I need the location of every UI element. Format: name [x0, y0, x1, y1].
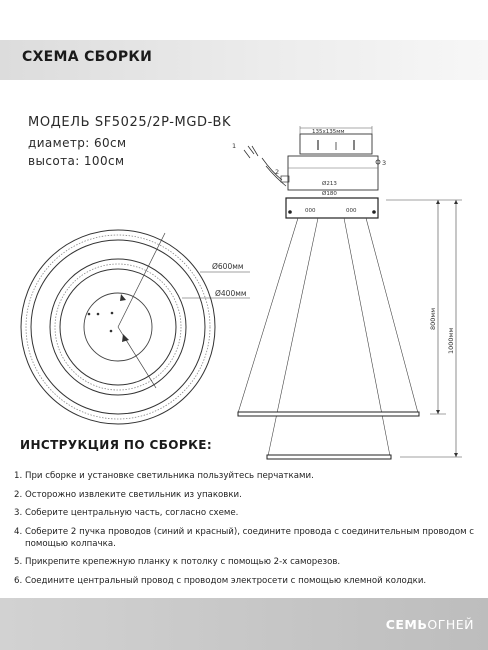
- inner-ring-side: [267, 455, 391, 459]
- step-text: Осторожно извлеките светильник из упаковки.: [25, 489, 242, 500]
- height-800-label: 800мм: [429, 307, 437, 330]
- mount-point: [111, 312, 114, 315]
- list-item: [14, 575, 484, 587]
- side-view: [232, 126, 462, 459]
- canopy-base: [286, 198, 378, 218]
- canopy-width-label: 135x135мм: [312, 129, 345, 135]
- step-text: Соберите 2 пучка проводов (синий и красный), соедините провода с соединительным проводом с помощью колпачка.: [25, 526, 475, 549]
- connector-label: 000: [305, 208, 316, 214]
- list-item: [14, 556, 484, 568]
- step-number: 1.: [14, 471, 23, 481]
- step-text: Соберите центральную часть, согласно схеме.: [25, 508, 239, 518]
- assembly-step-label: 1: [232, 142, 237, 150]
- connector-label: 000: [346, 208, 357, 214]
- model-name: МОДЕЛЬ SF5025/2P-MGD-BK: [28, 115, 232, 130]
- list-item: [14, 489, 484, 501]
- step-number: 2.: [14, 489, 23, 500]
- top-view: [21, 230, 250, 424]
- instruction-list: [14, 470, 484, 593]
- height-spec: высота: 100см: [28, 154, 125, 168]
- mount-point: [88, 313, 91, 316]
- step-text: При сборке и установке светильника пользуйтесь перчатками.: [25, 471, 314, 481]
- assembly-step-label: 2: [275, 168, 280, 176]
- suspension-cable: [238, 218, 298, 413]
- step-text: Прикрепите крепежную планку к потолку с помощью 2-х саморезов.: [25, 557, 341, 567]
- canopy-d1-label: Ø213: [322, 181, 337, 187]
- brand-logo: [386, 617, 474, 632]
- height-1000-label: 1000мм: [447, 327, 455, 354]
- list-item: [14, 526, 484, 550]
- page-title: СХЕМА СБОРКИ: [22, 49, 153, 65]
- inner-diameter-label: Ø400мм: [215, 289, 247, 298]
- suspension-cable: [366, 218, 418, 413]
- canopy-d2-label: Ø180: [322, 191, 337, 197]
- step-number: 5.: [14, 557, 23, 567]
- mount-point: [110, 330, 113, 333]
- assembly-step-label: 3: [382, 159, 387, 167]
- outer-ring-side: [238, 412, 419, 416]
- list-item: [14, 470, 484, 482]
- suspension-cable: [268, 218, 318, 456]
- step-number: 4.: [14, 526, 23, 537]
- brand-name-bold: СЕМЬ: [385, 617, 428, 632]
- step-text: Соедините центральный провод с проводом электросети с помощью клемной колодки.: [25, 575, 427, 586]
- brand-name-light: ОГНЕЙ: [427, 617, 474, 632]
- step-number: 3.: [14, 508, 23, 518]
- instructions-title: ИНСТРУКЦИЯ ПО СБОРКЕ:: [20, 438, 213, 452]
- suspension-cable: [344, 218, 390, 456]
- step-number: 6.: [14, 575, 23, 586]
- mount-point: [97, 313, 100, 316]
- diameter-spec: диаметр: 60см: [28, 136, 127, 150]
- outer-diameter-label: Ø600мм: [212, 262, 244, 271]
- list-item: [14, 507, 484, 519]
